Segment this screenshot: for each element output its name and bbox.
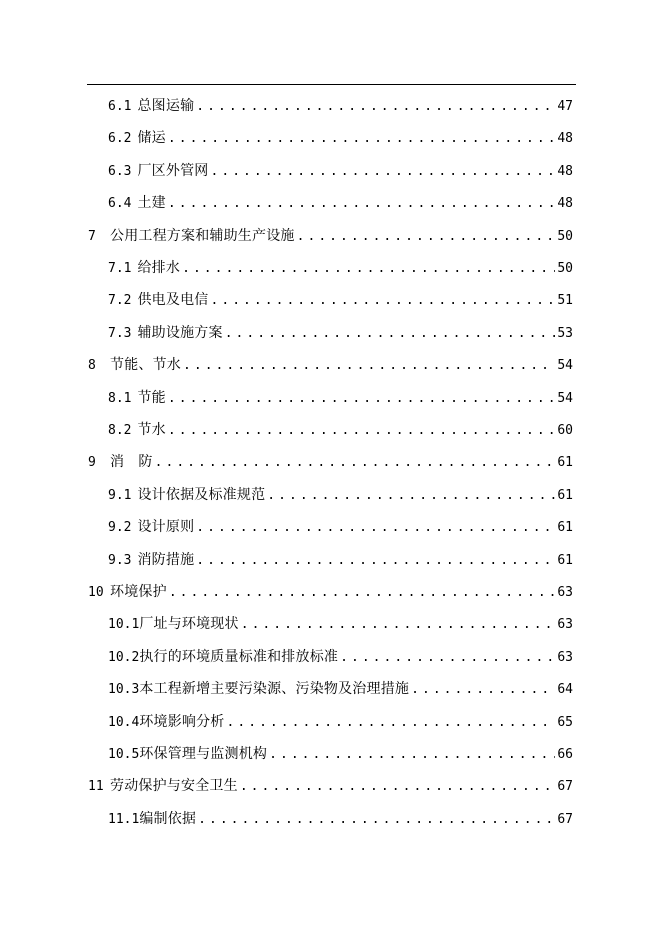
toc-dot-leader	[241, 611, 556, 639]
toc-dot-leader	[168, 190, 555, 218]
toc-entry-number: 8.1	[108, 390, 132, 406]
toc-entry-page-number: 64	[557, 682, 573, 698]
toc-entry-title: 供电及电信	[137, 292, 209, 309]
toc-dot-leader	[183, 352, 555, 380]
toc-dot-leader	[198, 806, 555, 834]
toc-entry[interactable]	[108, 675, 573, 703]
toc-entry[interactable]	[88, 351, 573, 379]
toc-entry-title: 环境保护	[110, 584, 167, 600]
toc-entry-title: 节能、节水	[110, 357, 181, 374]
toc-entry[interactable]	[88, 222, 573, 250]
toc-entry-number: 6.1	[108, 99, 132, 114]
toc-entry-number: 10.3	[108, 682, 140, 698]
toc-entry-number: 6.4	[108, 196, 132, 212]
toc-entry-number: 10.5	[108, 747, 140, 762]
toc-entry-title: 辅助设施方案	[137, 324, 223, 341]
toc-dot-leader	[155, 449, 556, 477]
toc-entry-number: 7.2	[108, 293, 132, 309]
toc-dot-leader	[196, 514, 555, 542]
toc-entry-number: 6.3	[108, 163, 132, 179]
toc-entry[interactable]	[108, 740, 573, 768]
toc-dot-leader	[210, 287, 555, 315]
toc-dot-leader	[168, 125, 555, 153]
toc-entry-page-number: 61	[557, 487, 573, 503]
toc-entry-number: 10.1	[108, 617, 140, 633]
toc-entry-page-number: 67	[557, 779, 573, 795]
toc-entry-title: 节水	[137, 422, 166, 438]
toc-dot-leader	[182, 255, 555, 283]
toc-entry-page-number: 54	[557, 390, 573, 406]
toc-entry-number: 8.2	[108, 423, 132, 438]
toc-dot-leader	[411, 676, 555, 704]
toc-entry-page-number: 61	[557, 520, 573, 536]
toc-dot-leader	[240, 773, 556, 801]
toc-dot-leader	[196, 547, 555, 575]
toc-entry[interactable]	[108, 319, 573, 347]
toc-entry[interactable]	[108, 189, 573, 217]
toc-entry-title: 消 防	[110, 454, 153, 471]
toc-entry[interactable]	[88, 772, 573, 800]
toc-entry-title: 给排水	[137, 260, 181, 276]
toc-dot-leader	[340, 644, 555, 672]
toc-dot-leader	[227, 709, 556, 737]
toc-entry-page-number: 60	[557, 423, 573, 438]
toc-entry-number: 7.3	[108, 325, 132, 341]
toc-entry-number: 9.1	[108, 487, 132, 503]
toc-entry-number: 9.3	[108, 552, 132, 568]
toc-entry[interactable]	[108, 416, 573, 444]
toc-entry-page-number: 63	[557, 617, 573, 633]
toc-entry-title: 环保管理与监测机构	[139, 746, 268, 762]
toc-entry-title: 厂区外管网	[137, 162, 209, 179]
toc-entry[interactable]	[108, 805, 573, 833]
toc-dot-leader	[225, 320, 556, 348]
toc-entry-title: 土建	[137, 195, 166, 212]
toc-entry-title: 执行的环境质量标准和排放标准	[139, 648, 339, 665]
toc-entry[interactable]	[108, 546, 573, 574]
toc-entry-page-number: 50	[557, 228, 573, 244]
toc-entry-title: 本工程新增主要污染源、污染物及治理措施	[139, 681, 410, 698]
toc-entry[interactable]	[108, 157, 573, 185]
toc-entry[interactable]	[88, 578, 573, 606]
toc-entry-number: 6.2	[108, 131, 132, 147]
toc-entry-number: 8	[88, 358, 96, 374]
toc-entry-number: 11	[88, 779, 104, 795]
toc-entry-page-number: 65	[557, 714, 573, 730]
toc-entry-page-number: 50	[557, 261, 573, 276]
toc-entry-page-number: 48	[557, 131, 573, 147]
toc-entry-title: 厂址与环境现状	[139, 616, 239, 633]
toc-entry[interactable]	[108, 643, 573, 671]
toc-dot-leader	[168, 417, 555, 445]
toc-entry-title: 储运	[137, 130, 166, 147]
toc-entry-page-number: 48	[557, 163, 573, 179]
toc-dot-leader	[269, 741, 555, 769]
toc-dot-leader	[169, 579, 556, 607]
toc-entry-title: 消防措施	[137, 551, 195, 568]
toc-entry-page-number: 53	[557, 325, 573, 341]
toc-entry-page-number: 61	[557, 455, 573, 471]
toc-entry[interactable]	[108, 286, 573, 314]
toc-entry[interactable]	[108, 513, 573, 541]
toc-entry-title: 总图运输	[137, 98, 195, 114]
toc-entry-title: 节能	[137, 389, 166, 406]
toc-entry-title: 公用工程方案和辅助生产设施	[110, 227, 295, 244]
toc-entry-page-number: 51	[557, 293, 573, 309]
toc-entry-page-number: 67	[557, 811, 573, 827]
toc-entry[interactable]	[88, 448, 573, 476]
toc-entry-page-number: 54	[557, 358, 573, 374]
toc-entry[interactable]	[108, 481, 573, 509]
toc-entry-number: 10.2	[108, 649, 140, 665]
toc-entry[interactable]	[108, 708, 573, 736]
toc-entry-title: 设计原则	[137, 519, 195, 536]
toc-entry-page-number: 66	[557, 747, 573, 762]
toc-entry-page-number: 48	[557, 196, 573, 212]
toc-entry[interactable]	[108, 254, 573, 282]
toc-entry-number: 9	[88, 455, 96, 471]
toc-entry-title: 编制依据	[139, 810, 197, 827]
toc-entry-title: 环境影响分析	[139, 713, 225, 730]
toc-entry[interactable]	[108, 384, 573, 412]
toc-entry-page-number: 61	[557, 552, 573, 568]
toc-entry-number: 9.2	[108, 520, 132, 536]
toc-entry-number: 7	[88, 228, 96, 244]
toc-dot-leader	[210, 158, 555, 186]
toc-dot-leader	[267, 482, 555, 510]
toc-dot-leader	[297, 223, 556, 251]
toc-entry-number: 10	[88, 585, 104, 600]
toc-dot-leader	[168, 385, 555, 413]
toc-entry-number: 10.4	[108, 714, 140, 730]
toc-entry-title: 劳动保护与安全卫生	[110, 778, 238, 795]
toc-entry-page-number: 47	[557, 99, 573, 114]
toc-entry[interactable]	[108, 124, 573, 152]
toc-entry-number: 7.1	[108, 261, 132, 276]
header-rule	[87, 84, 576, 85]
toc-entry-page-number: 63	[557, 585, 573, 600]
toc-entry[interactable]	[108, 92, 573, 120]
toc-entry[interactable]	[108, 610, 573, 638]
toc-entry-number: 11.1	[108, 811, 140, 827]
toc-entry-page-number: 63	[557, 649, 573, 665]
toc-dot-leader	[196, 93, 555, 121]
toc-entry-title: 设计依据及标准规范	[137, 486, 266, 503]
